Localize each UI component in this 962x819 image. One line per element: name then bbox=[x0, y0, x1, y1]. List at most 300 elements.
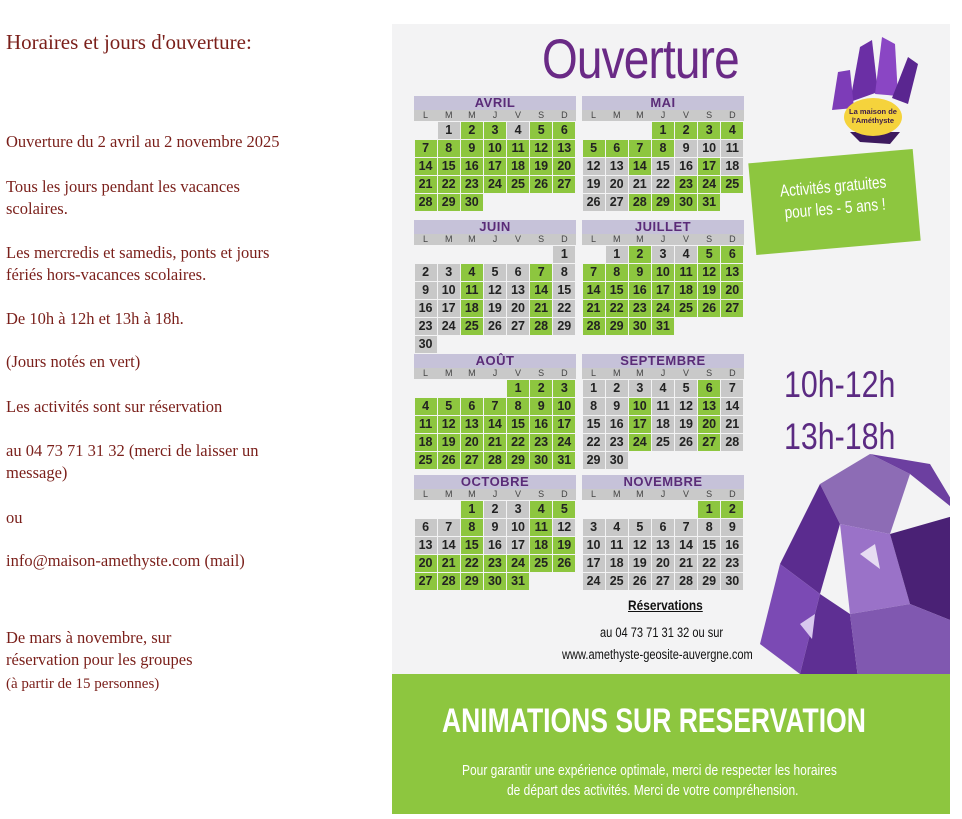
day-cell-open: 2 bbox=[530, 380, 552, 397]
month-name: OCTOBRE bbox=[414, 475, 576, 489]
day-grid bbox=[414, 500, 576, 590]
day-cell-open: 20 bbox=[461, 434, 483, 451]
weekday-letter: L bbox=[591, 234, 597, 244]
day-cell-open: 3 bbox=[698, 122, 720, 139]
weekday-letter: M bbox=[444, 234, 453, 244]
weekday-letter: D bbox=[729, 489, 736, 499]
weekday-header bbox=[414, 368, 576, 379]
day-cell-open: 6 bbox=[721, 246, 743, 263]
day-cell-open: 28 bbox=[530, 318, 552, 335]
day-cell-open: 2 bbox=[721, 501, 743, 518]
day-cell-open: 2 bbox=[675, 122, 697, 139]
day-cell-open: 30 bbox=[675, 194, 697, 211]
day-cell-closed: 9 bbox=[606, 398, 628, 415]
day-cell-closed: 7 bbox=[721, 380, 743, 397]
weekday-header bbox=[582, 368, 744, 379]
empty-cell bbox=[438, 380, 460, 397]
day-cell-open: 14 bbox=[629, 158, 651, 175]
weekday-letter: L bbox=[423, 110, 429, 120]
day-cell-open: 3 bbox=[553, 380, 575, 397]
day-cell-open: 4 bbox=[461, 264, 483, 281]
day-cell-open: 10 bbox=[553, 398, 575, 415]
empty-cell bbox=[484, 246, 506, 263]
day-cell-closed: 12 bbox=[553, 519, 575, 536]
reservations-phone: au 04 73 71 31 32 ou sur bbox=[600, 625, 724, 640]
empty-cell bbox=[530, 246, 552, 263]
day-cell-open: 18 bbox=[415, 434, 437, 451]
day-cell-open: 18 bbox=[507, 158, 529, 175]
day-cell-closed: 26 bbox=[583, 194, 605, 211]
day-cell-closed: 14 bbox=[721, 398, 743, 415]
day-cell-open: 4 bbox=[530, 501, 552, 518]
month-calendar bbox=[414, 354, 576, 469]
day-cell-closed: 22 bbox=[698, 555, 720, 572]
day-cell-closed: 7 bbox=[438, 519, 460, 536]
day-cell-open: 25 bbox=[415, 452, 437, 469]
day-cell-open: 6 bbox=[606, 140, 628, 157]
weekday-letter: M bbox=[636, 110, 644, 120]
weekday-letter: S bbox=[706, 489, 713, 499]
day-cell-closed: 14 bbox=[675, 537, 697, 554]
day-cell-open: 8 bbox=[606, 264, 628, 281]
day-cell-open: 28 bbox=[629, 194, 651, 211]
day-cell-open: 28 bbox=[583, 318, 605, 335]
hours-text: De 10h à 12h et 13h à 18h. bbox=[6, 309, 184, 328]
day-cell-open: 25 bbox=[721, 176, 743, 193]
day-cell-open: 24 bbox=[652, 300, 674, 317]
day-grid bbox=[414, 245, 576, 353]
day-cell-open: 30 bbox=[484, 573, 506, 590]
day-cell-closed: 6 bbox=[652, 519, 674, 536]
opening-poster bbox=[392, 24, 950, 814]
day-cell-closed: 6 bbox=[415, 519, 437, 536]
day-cell-closed: 30 bbox=[721, 573, 743, 590]
day-cell-closed: 24 bbox=[583, 573, 605, 590]
promo-line-1: Activités gratuites bbox=[779, 172, 888, 201]
empty-cell bbox=[484, 380, 506, 397]
empty-cell bbox=[507, 246, 529, 263]
weekday-letter: L bbox=[423, 368, 429, 378]
day-cell-open: 31 bbox=[507, 573, 529, 590]
day-cell-open: 7 bbox=[484, 398, 506, 415]
day-cell-open: 22 bbox=[606, 300, 628, 317]
day-cell-closed: 21 bbox=[721, 416, 743, 433]
day-cell-closed: 3 bbox=[629, 380, 651, 397]
day-cell-open: 12 bbox=[438, 416, 460, 433]
day-cell-closed: 4 bbox=[675, 246, 697, 263]
day-cell-open: 17 bbox=[553, 416, 575, 433]
day-cell-closed: 10 bbox=[438, 282, 460, 299]
day-grid bbox=[414, 121, 576, 211]
day-cell-open: 14 bbox=[530, 282, 552, 299]
weekday-letter: L bbox=[591, 368, 597, 378]
weekday-letter: D bbox=[729, 234, 736, 244]
day-cell-closed: 19 bbox=[484, 300, 506, 317]
day-cell-open: 1 bbox=[652, 122, 674, 139]
empty-cell bbox=[606, 501, 628, 518]
empty-cell bbox=[415, 246, 437, 263]
day-cell-closed: 3 bbox=[583, 519, 605, 536]
day-cell-open: 5 bbox=[530, 122, 552, 139]
weekdays-line-2: fériés hors-vacances scolaires. bbox=[6, 265, 207, 284]
empty-cell bbox=[675, 501, 697, 518]
logo-label: La maison de l'Améthyste bbox=[844, 98, 902, 136]
day-cell-closed: 16 bbox=[415, 300, 437, 317]
empty-cell bbox=[415, 380, 437, 397]
day-cell-closed: 2 bbox=[484, 501, 506, 518]
day-cell-open: 18 bbox=[530, 537, 552, 554]
weekday-letter: L bbox=[591, 110, 597, 120]
day-cell-open: 26 bbox=[438, 452, 460, 469]
day-cell-closed: 11 bbox=[606, 537, 628, 554]
day-cell-open: 11 bbox=[507, 140, 529, 157]
day-cell-open: 28 bbox=[438, 573, 460, 590]
weekday-letter: J bbox=[660, 368, 666, 378]
day-cell-open: 23 bbox=[675, 176, 697, 193]
day-cell-open: 24 bbox=[553, 434, 575, 451]
weekday-letter: J bbox=[492, 489, 498, 499]
weekday-letter: S bbox=[706, 234, 713, 244]
month-calendar bbox=[414, 96, 576, 211]
day-cell-open: 31 bbox=[553, 452, 575, 469]
month-name: SEPTEMBRE bbox=[582, 354, 744, 368]
day-cell-open: 29 bbox=[606, 318, 628, 335]
weekday-letter: M bbox=[468, 234, 476, 244]
day-cell-open: 20 bbox=[553, 158, 575, 175]
day-cell-open: 29 bbox=[461, 573, 483, 590]
day-cell-open: 11 bbox=[530, 519, 552, 536]
weekday-letter: V bbox=[515, 368, 522, 378]
weekday-letter: D bbox=[729, 368, 736, 378]
weekday-letter: S bbox=[706, 368, 713, 378]
reservations-site[interactable]: www.amethyste-geosite-auvergne.com bbox=[562, 647, 753, 662]
weekday-letter: J bbox=[660, 234, 666, 244]
weekday-letter: L bbox=[591, 489, 597, 499]
weekday-letter: S bbox=[538, 489, 545, 499]
weekday-header bbox=[414, 110, 576, 121]
day-cell-open: 18 bbox=[461, 300, 483, 317]
day-cell-closed: 30 bbox=[606, 452, 628, 469]
empty-cell bbox=[583, 246, 605, 263]
day-cell-closed: 12 bbox=[629, 537, 651, 554]
weekdays-line-1: Les mercredis et samedis, ponts et jours bbox=[6, 243, 270, 262]
day-cell-open: 1 bbox=[507, 380, 529, 397]
empty-cell bbox=[583, 122, 605, 139]
day-cell-open: 20 bbox=[721, 282, 743, 299]
weekday-letter: M bbox=[468, 368, 476, 378]
day-cell-open: 7 bbox=[583, 264, 605, 281]
weekday-letter: S bbox=[538, 110, 545, 120]
holidays-line-2: scolaires. bbox=[6, 199, 68, 218]
day-cell-open: 14 bbox=[484, 416, 506, 433]
day-cell-closed: 16 bbox=[606, 416, 628, 433]
day-cell-closed: 4 bbox=[507, 122, 529, 139]
day-cell-closed: 11 bbox=[652, 398, 674, 415]
empty-cell bbox=[438, 501, 460, 518]
reservations-title: Réservations bbox=[628, 597, 703, 613]
day-grid bbox=[582, 500, 744, 590]
weekday-letter: J bbox=[660, 489, 666, 499]
weekday-letter: V bbox=[515, 110, 522, 120]
day-cell-closed: 29 bbox=[583, 452, 605, 469]
day-cell-closed: 24 bbox=[438, 318, 460, 335]
day-cell-open: 30 bbox=[629, 318, 651, 335]
day-cell-open: 8 bbox=[438, 140, 460, 157]
day-cell-open: 5 bbox=[698, 246, 720, 263]
banner-title: ANIMATIONS SUR RESERVATION bbox=[442, 702, 866, 740]
day-cell-open: 4 bbox=[415, 398, 437, 415]
day-cell-open: 30 bbox=[530, 452, 552, 469]
page-title: Horaires et jours d'ouverture: bbox=[6, 30, 252, 54]
day-cell-closed: 19 bbox=[629, 555, 651, 572]
day-cell-open: 13 bbox=[721, 264, 743, 281]
day-cell-closed: 15 bbox=[652, 158, 674, 175]
weekday-letter: M bbox=[636, 234, 644, 244]
day-cell-open: 23 bbox=[530, 434, 552, 451]
day-cell-closed: 29 bbox=[553, 318, 575, 335]
day-cell-closed: 16 bbox=[721, 537, 743, 554]
weekday-header bbox=[582, 110, 744, 121]
hours-afternoon: 13h-18h bbox=[784, 416, 896, 457]
day-cell-open: 15 bbox=[507, 416, 529, 433]
month-calendar bbox=[582, 354, 744, 469]
day-cell-closed: 16 bbox=[675, 158, 697, 175]
day-cell-closed: 7 bbox=[675, 519, 697, 536]
day-cell-open: 21 bbox=[583, 300, 605, 317]
day-cell-closed: 23 bbox=[721, 555, 743, 572]
day-cell-closed: 15 bbox=[698, 537, 720, 554]
weekday-letter: J bbox=[492, 234, 498, 244]
day-cell-closed: 18 bbox=[721, 158, 743, 175]
day-cell-open: 24 bbox=[507, 555, 529, 572]
day-cell-open: 7 bbox=[629, 140, 651, 157]
or-text: ou bbox=[6, 508, 23, 527]
day-cell-open: 21 bbox=[415, 176, 437, 193]
day-cell-open: 27 bbox=[721, 300, 743, 317]
weekday-letter: M bbox=[612, 489, 621, 499]
weekday-letter: M bbox=[468, 489, 476, 499]
empty-cell bbox=[583, 501, 605, 518]
day-cell-closed: 16 bbox=[484, 537, 506, 554]
day-cell-open: 13 bbox=[698, 398, 720, 415]
day-cell-open: 5 bbox=[583, 140, 605, 157]
day-cell-open: 16 bbox=[461, 158, 483, 175]
day-cell-open: 18 bbox=[675, 282, 697, 299]
day-cell-closed: 15 bbox=[553, 282, 575, 299]
empty-cell bbox=[415, 501, 437, 518]
weekday-letter: M bbox=[636, 489, 644, 499]
day-cell-open: 25 bbox=[507, 176, 529, 193]
hours-morning: 10h-12h bbox=[784, 364, 896, 405]
day-cell-closed: 27 bbox=[606, 194, 628, 211]
month-name: MAI bbox=[582, 96, 744, 110]
day-cell-closed: 1 bbox=[606, 246, 628, 263]
day-cell-open: 2 bbox=[461, 122, 483, 139]
email-text: info@maison-amethyste.com (mail) bbox=[6, 551, 245, 570]
weekday-header bbox=[414, 489, 576, 500]
day-cell-open: 19 bbox=[438, 434, 460, 451]
day-cell-open: 27 bbox=[415, 573, 437, 590]
day-cell-closed: 26 bbox=[675, 434, 697, 451]
day-cell-closed: 9 bbox=[484, 519, 506, 536]
day-cell-open: 31 bbox=[652, 318, 674, 335]
weekday-letter: M bbox=[612, 110, 621, 120]
day-cell-closed: 13 bbox=[652, 537, 674, 554]
weekday-letter: V bbox=[683, 234, 690, 244]
day-cell-open: 22 bbox=[507, 434, 529, 451]
month-calendar bbox=[582, 220, 744, 335]
day-cell-closed: 5 bbox=[484, 264, 506, 281]
weekday-header bbox=[414, 234, 576, 245]
day-cell-closed: 12 bbox=[675, 398, 697, 415]
day-cell-closed: 19 bbox=[675, 416, 697, 433]
weekday-letter: D bbox=[729, 110, 736, 120]
weekday-letter: S bbox=[706, 110, 713, 120]
day-cell-open: 10 bbox=[652, 264, 674, 281]
day-cell-open: 12 bbox=[698, 264, 720, 281]
day-cell-open: 27 bbox=[461, 452, 483, 469]
month-calendar bbox=[582, 96, 744, 211]
empty-cell bbox=[461, 246, 483, 263]
weekday-letter: V bbox=[683, 368, 690, 378]
day-cell-closed: 17 bbox=[438, 300, 460, 317]
day-cell-open: 9 bbox=[461, 140, 483, 157]
weekday-letter: V bbox=[683, 110, 690, 120]
day-cell-open: 14 bbox=[583, 282, 605, 299]
groups-line-3: (à partir de 15 personnes) bbox=[6, 676, 160, 692]
day-cell-closed: 10 bbox=[507, 519, 529, 536]
month-name: AVRIL bbox=[414, 96, 576, 110]
day-cell-closed: 22 bbox=[553, 300, 575, 317]
day-cell-open: 27 bbox=[698, 434, 720, 451]
day-cell-closed: 11 bbox=[721, 140, 743, 157]
day-cell-open: 23 bbox=[484, 555, 506, 572]
day-cell-open: 27 bbox=[553, 176, 575, 193]
day-cell-open: 24 bbox=[484, 176, 506, 193]
day-grid bbox=[582, 121, 744, 211]
day-cell-open: 5 bbox=[438, 398, 460, 415]
weekday-letter: V bbox=[515, 234, 522, 244]
amethyst-crystal-image bbox=[760, 444, 950, 704]
day-cell-closed: 4 bbox=[606, 519, 628, 536]
empty-cell bbox=[415, 122, 437, 139]
day-cell-open: 6 bbox=[461, 398, 483, 415]
weekday-letter: J bbox=[492, 110, 498, 120]
day-cell-open: 11 bbox=[461, 282, 483, 299]
day-cell-open: 25 bbox=[675, 300, 697, 317]
day-cell-open: 7 bbox=[415, 140, 437, 157]
day-cell-closed: 19 bbox=[583, 176, 605, 193]
day-cell-closed: 22 bbox=[652, 176, 674, 193]
weekday-letter: D bbox=[561, 234, 568, 244]
day-cell-open: 11 bbox=[675, 264, 697, 281]
day-cell-open: 17 bbox=[652, 282, 674, 299]
day-cell-open: 13 bbox=[461, 416, 483, 433]
empty-cell bbox=[606, 122, 628, 139]
weekday-letter: D bbox=[561, 368, 568, 378]
month-name: NOVEMBRE bbox=[582, 475, 744, 489]
day-cell-open: 25 bbox=[530, 555, 552, 572]
day-cell-open: 13 bbox=[553, 140, 575, 157]
day-cell-closed: 20 bbox=[652, 555, 674, 572]
day-cell-open: 24 bbox=[629, 434, 651, 451]
day-cell-open: 6 bbox=[698, 380, 720, 397]
weekday-letter: S bbox=[538, 368, 545, 378]
empty-cell bbox=[461, 380, 483, 397]
day-cell-closed: 1 bbox=[583, 380, 605, 397]
weekday-letter: M bbox=[444, 489, 453, 499]
day-cell-open: 7 bbox=[530, 264, 552, 281]
day-cell-open: 26 bbox=[530, 176, 552, 193]
day-cell-open: 15 bbox=[606, 282, 628, 299]
day-cell-closed: 20 bbox=[507, 300, 529, 317]
day-cell-open: 31 bbox=[698, 194, 720, 211]
day-cell-open: 26 bbox=[553, 555, 575, 572]
day-cell-open: 6 bbox=[553, 122, 575, 139]
month-calendar bbox=[582, 475, 744, 590]
day-cell-closed: 21 bbox=[675, 555, 697, 572]
weekday-letter: L bbox=[423, 234, 429, 244]
weekday-letter: D bbox=[561, 489, 568, 499]
day-cell-closed: 22 bbox=[583, 434, 605, 451]
day-cell-open: 15 bbox=[461, 537, 483, 554]
day-cell-open: 9 bbox=[629, 264, 651, 281]
empty-cell bbox=[629, 122, 651, 139]
day-cell-closed: 17 bbox=[583, 555, 605, 572]
day-cell-open: 19 bbox=[698, 282, 720, 299]
day-cell-closed: 25 bbox=[606, 573, 628, 590]
day-cell-closed: 13 bbox=[415, 537, 437, 554]
day-cell-open: 8 bbox=[652, 140, 674, 157]
day-cell-open: 17 bbox=[629, 416, 651, 433]
day-cell-open: 9 bbox=[530, 398, 552, 415]
day-cell-closed: 17 bbox=[507, 537, 529, 554]
groups-line-1: De mars à novembre, sur bbox=[6, 628, 172, 647]
weekday-letter: M bbox=[612, 368, 621, 378]
weekday-header bbox=[582, 234, 744, 245]
weekday-letter: M bbox=[468, 110, 476, 120]
banner-line-2: de départ des activités. Merci de votre compréhension. bbox=[507, 782, 799, 799]
day-cell-open: 1 bbox=[461, 501, 483, 518]
day-cell-closed: 26 bbox=[629, 573, 651, 590]
day-cell-closed: 10 bbox=[698, 140, 720, 157]
day-cell-open: 15 bbox=[438, 158, 460, 175]
day-cell-closed: 1 bbox=[553, 246, 575, 263]
day-cell-closed: 8 bbox=[583, 398, 605, 415]
day-cell-closed: 27 bbox=[652, 573, 674, 590]
day-cell-open: 10 bbox=[484, 140, 506, 157]
day-cell-closed: 29 bbox=[698, 573, 720, 590]
groups-line-2: réservation pour les groupes bbox=[6, 650, 193, 669]
empty-cell bbox=[629, 501, 651, 518]
day-cell-open: 22 bbox=[461, 555, 483, 572]
promo-banner bbox=[748, 149, 920, 255]
day-cell-closed: 30 bbox=[415, 336, 437, 353]
weekday-letter: M bbox=[612, 234, 621, 244]
day-cell-closed: 14 bbox=[438, 537, 460, 554]
day-cell-open: 23 bbox=[461, 176, 483, 193]
weekday-letter: D bbox=[561, 110, 568, 120]
phone-line-2: message) bbox=[6, 463, 68, 482]
day-cell-open: 3 bbox=[484, 122, 506, 139]
day-cell-open: 21 bbox=[484, 434, 506, 451]
day-cell-closed: 3 bbox=[438, 264, 460, 281]
day-cell-closed: 28 bbox=[675, 573, 697, 590]
day-cell-open: 20 bbox=[415, 555, 437, 572]
day-cell-open: 1 bbox=[698, 501, 720, 518]
day-cell-open: 29 bbox=[652, 194, 674, 211]
day-cell-closed: 10 bbox=[583, 537, 605, 554]
